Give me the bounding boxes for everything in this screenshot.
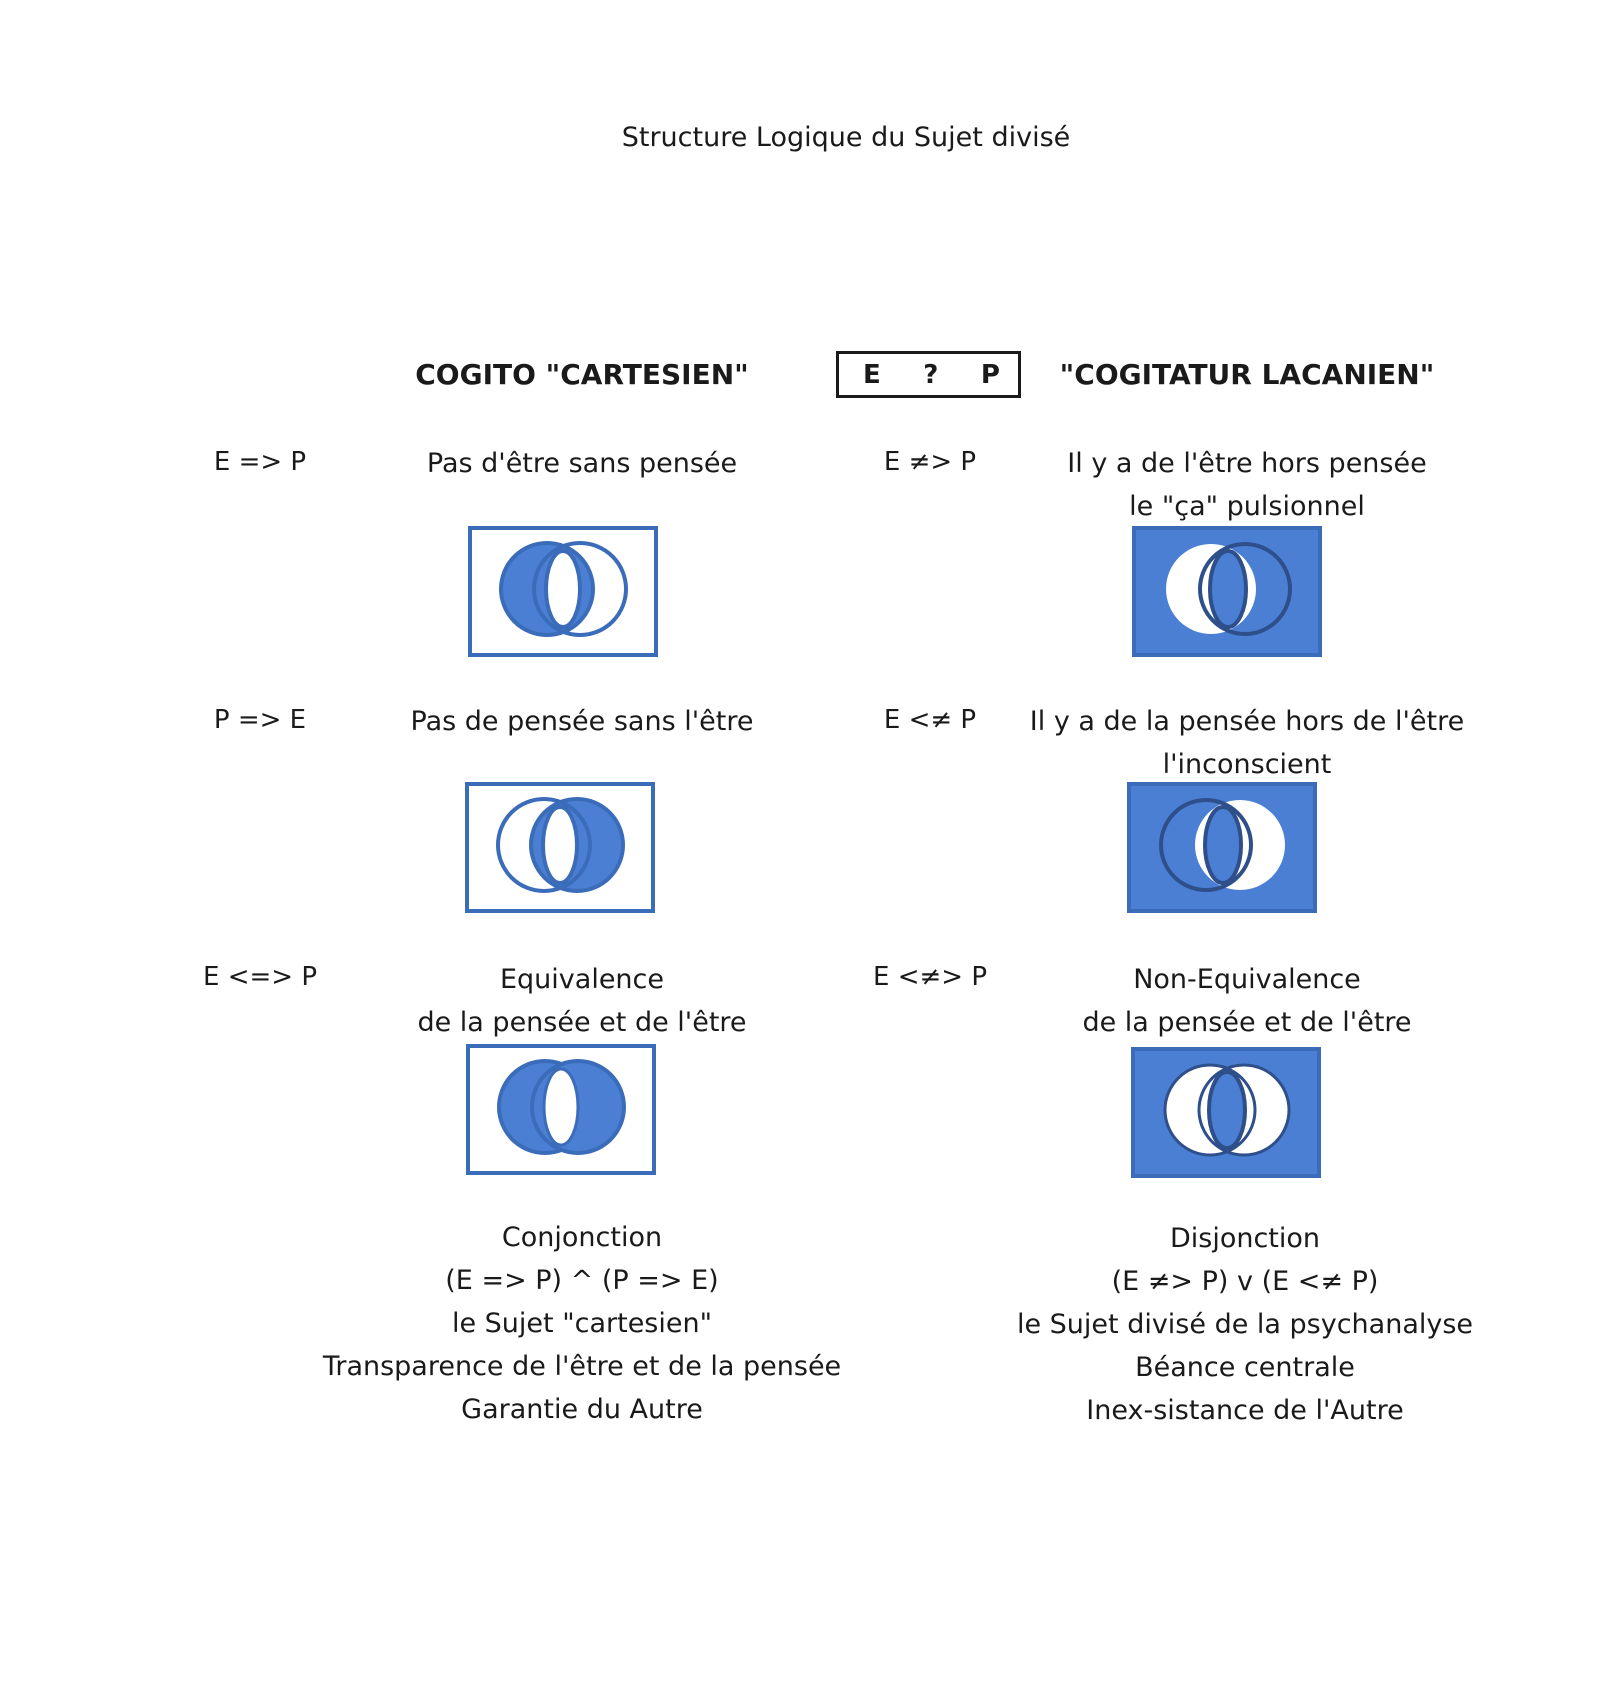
venn-diagram-e-not-reverse-implies-p [1127, 782, 1317, 913]
ep-p: P [980, 359, 1000, 390]
left-formula-3: E <=> P [203, 962, 317, 992]
left-conclusion-line-2: (E => P) ^ (P => E) [445, 1265, 719, 1296]
venn-diagram-non-equivalence [1131, 1047, 1321, 1178]
left-desc-3-line-2: de la pensée et de l'être [417, 1007, 747, 1038]
ep-question: ? [923, 359, 939, 390]
right-formula-2: E <≠ P [883, 705, 977, 735]
right-conclusion-line-2: (E ≠> P) v (E <≠ P) [1111, 1266, 1379, 1297]
right-conclusion-line-3: le Sujet divisé de la psychanalyse [1016, 1309, 1474, 1340]
left-header: COGITO "CARTESIEN" [415, 358, 749, 391]
venn-diagram-p-implies-e [465, 782, 655, 913]
left-conclusion-line-4: Transparence de l'être et de la pensée [322, 1351, 842, 1382]
right-desc-3-line-1: Non-Equivalence [1133, 964, 1361, 995]
left-desc-3-line-1: Equivalence [499, 964, 665, 995]
right-desc-2 [1030, 700, 1464, 786]
ep-e: E [863, 359, 881, 390]
right-desc-1-line-1: Il y a de l'être hors pensée [1067, 448, 1427, 479]
right-desc-1 [1067, 442, 1426, 528]
venn-intersection [1209, 1072, 1245, 1148]
right-desc-1-line-2: le "ça" pulsionnel [1129, 491, 1365, 522]
venn-diagram-e-not-implies-p [1132, 526, 1322, 657]
right-header: "COGITATUR LACANIEN" [1059, 358, 1435, 391]
venn-diagram-e-implies-p [468, 526, 658, 657]
right-conclusion-line-4: Béance centrale [1135, 1352, 1355, 1383]
venn-intersection [546, 551, 580, 627]
venn-intersection [1210, 551, 1246, 627]
left-desc-3 [417, 958, 746, 1044]
right-conclusion-line-5: Inex-sistance de l'Autre [1086, 1395, 1404, 1426]
left-desc-1-line-1: Pas d'être sans pensée [426, 448, 738, 479]
left-conclusion-line-5: Garantie du Autre [461, 1394, 703, 1425]
right-formula-3: E <≠> P [873, 962, 987, 992]
right-desc-2-line-2: l'inconscient [1162, 749, 1332, 780]
left-conclusion-line-3: le Sujet "cartesien" [451, 1308, 713, 1339]
left-conclusion-line-1: Conjonction [501, 1222, 663, 1253]
venn-intersection [1205, 807, 1241, 883]
left-desc-2 [411, 700, 754, 743]
left-formula-2: P => E [213, 705, 307, 735]
venn-diagram-equivalence [466, 1044, 656, 1175]
left-desc-1 [427, 442, 737, 485]
left-formula-1: E => P [213, 447, 307, 477]
right-desc-2-line-1: Il y a de la pensée hors de l'être [1029, 706, 1465, 737]
right-conclusion [1017, 1217, 1473, 1432]
right-desc-3 [1082, 958, 1411, 1044]
right-desc-3-line-2: de la pensée et de l'être [1082, 1007, 1412, 1038]
left-conclusion [323, 1216, 841, 1431]
venn-intersection [543, 807, 577, 883]
left-desc-2-line-1: Pas de pensée sans l'être [410, 706, 754, 737]
page-title: Structure Logique du Sujet divisé [621, 122, 1071, 153]
venn-intersection [544, 1069, 578, 1145]
right-formula-1: E ≠> P [883, 447, 977, 477]
right-conclusion-line-1: Disjonction [1169, 1223, 1321, 1254]
ep-relation-box [836, 351, 1021, 398]
